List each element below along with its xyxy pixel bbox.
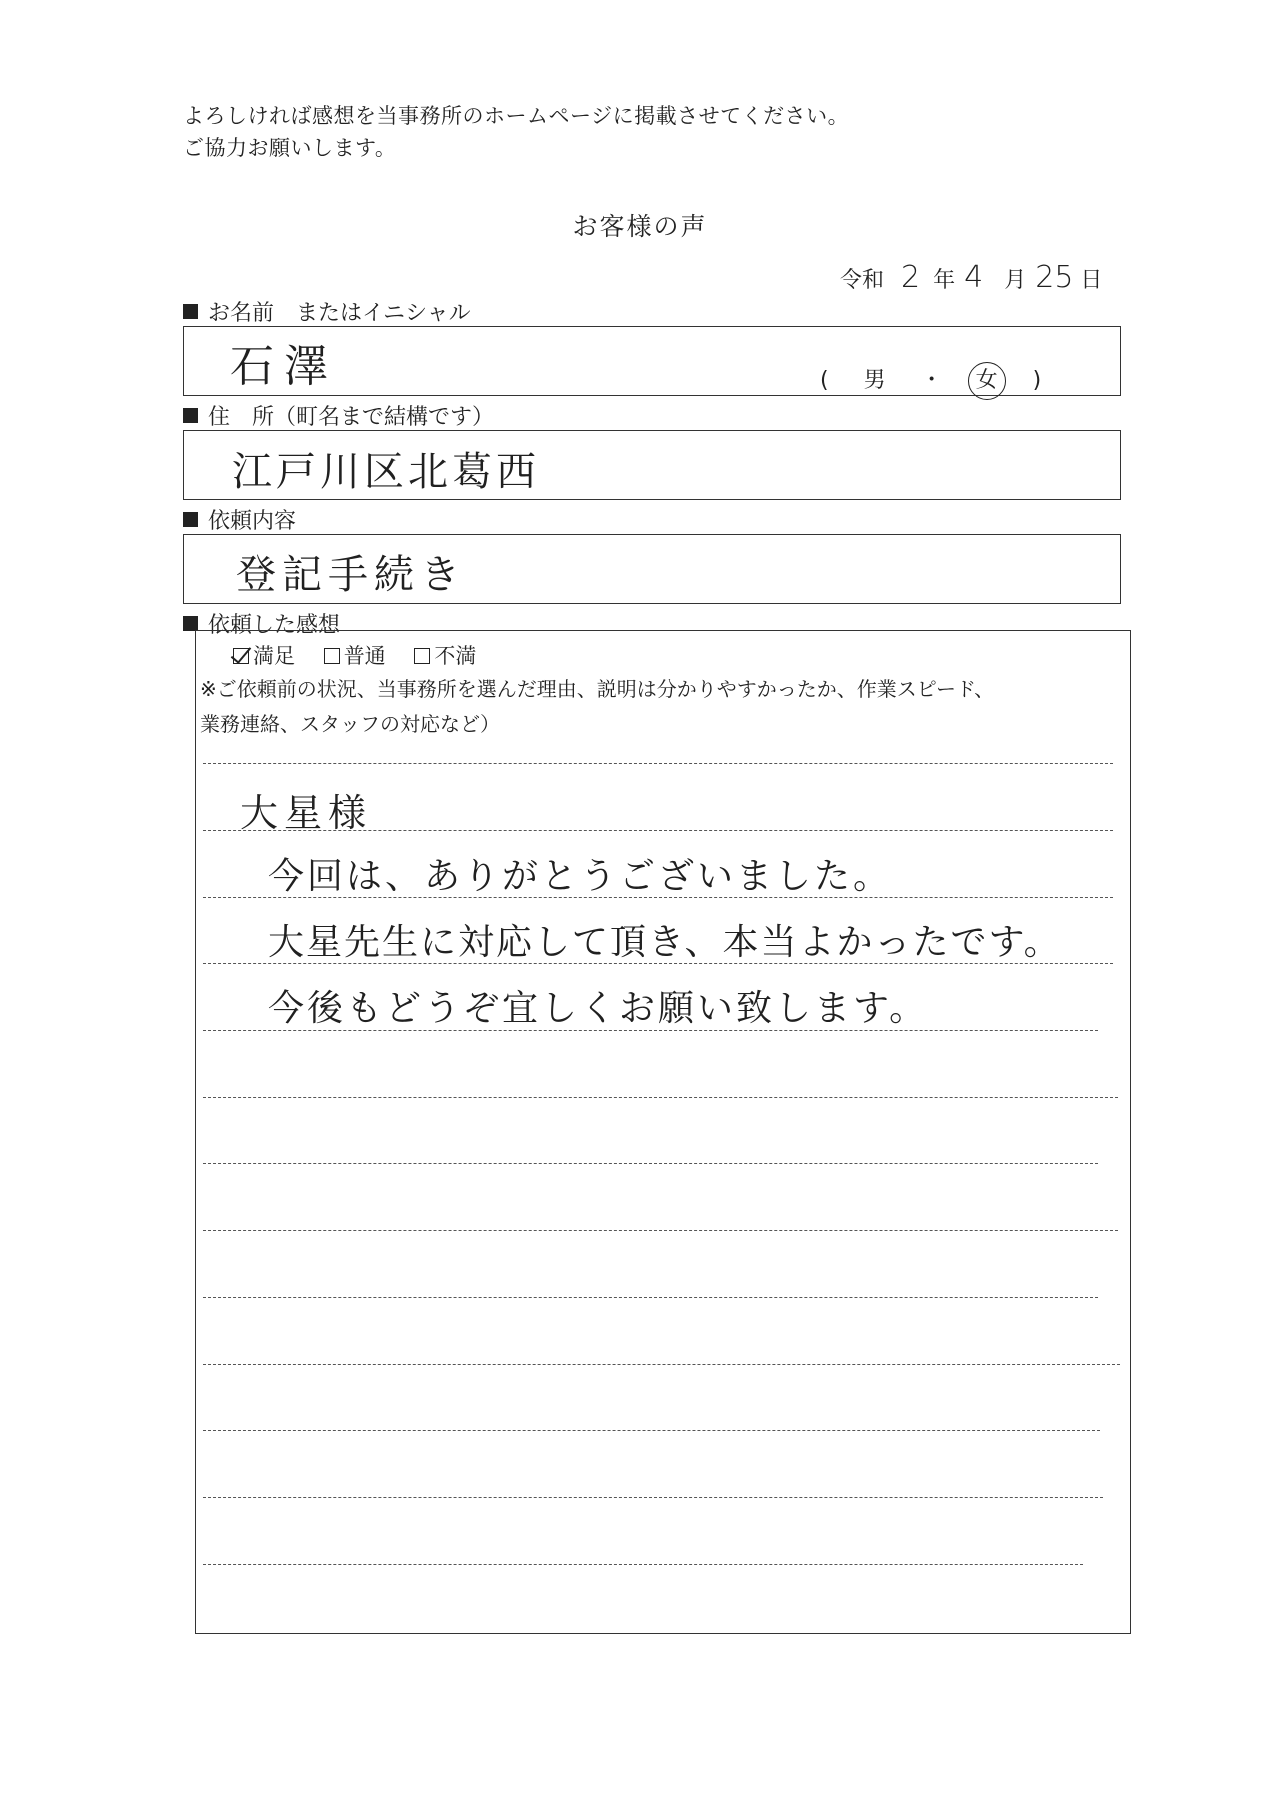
feedback-note-line-2: 業務連絡、スタッフの対応など） xyxy=(200,712,500,736)
bullet-square xyxy=(183,616,198,631)
writing-line xyxy=(203,1497,1103,1498)
address-value: 江戸川区北葛西 xyxy=(232,449,540,495)
name-section-label: お名前 またはイニシャル xyxy=(183,296,471,327)
request-value: 登記手続き xyxy=(236,552,466,598)
feedback-note-line-1: ※ご依頼前の状況、当事務所を選んだ理由、説明は分かりやすかったか、作業スピード、 xyxy=(200,677,995,701)
option-satisfied: 満足 xyxy=(233,644,295,668)
date-year-unit: 年 xyxy=(933,268,956,293)
page-title: お客様の声 xyxy=(572,212,708,241)
writing-line xyxy=(203,1097,1118,1098)
bullet-square xyxy=(183,512,198,527)
date-day: 25 xyxy=(1035,260,1074,295)
checkbox-checked-icon xyxy=(233,648,249,664)
date-field xyxy=(840,260,1102,295)
writing-line xyxy=(203,1564,1083,1565)
address-section-label: 住 所（町名まで結構です） xyxy=(183,400,494,431)
date-year: 2 xyxy=(901,260,921,295)
feedback-line-1: 大星様 xyxy=(240,791,373,835)
writing-line xyxy=(203,1297,1098,1298)
date-era: 令和 xyxy=(840,268,885,293)
intro-line-1: よろしければ感想を当事務所のホームページに掲載させてください。 xyxy=(183,104,850,128)
feedback-line-2: 今回は、ありがとうございました。 xyxy=(268,856,893,897)
option-dissatisfied: 不満 xyxy=(414,644,476,668)
gender-separator: ・ xyxy=(920,368,943,393)
writing-line xyxy=(203,1230,1118,1231)
feedback-section-label: 依頼した感想 xyxy=(183,608,340,639)
gender-field: ( 男 ・ 女 ) xyxy=(820,362,1041,400)
name-value: 石澤 xyxy=(230,341,338,392)
checkbox-icon xyxy=(324,648,340,664)
satisfaction-options xyxy=(233,640,476,670)
date-month-unit: 月 xyxy=(1004,268,1027,293)
writing-line xyxy=(203,1364,1120,1365)
option-normal: 普通 xyxy=(324,644,386,668)
writing-line xyxy=(203,1163,1098,1164)
gender-male: 男 xyxy=(863,368,886,393)
feedback-line-4: 今後もどうぞ宜しくお願い致します。 xyxy=(268,988,929,1029)
writing-line xyxy=(203,1430,1100,1431)
bullet-square xyxy=(183,304,198,319)
bullet-square xyxy=(183,408,198,423)
gender-female-circled: 女 xyxy=(968,362,1006,400)
feedback-line-3: 大星先生に対応して頂き、本当よかったです。 xyxy=(268,922,1062,963)
feedback-box xyxy=(195,630,1131,1634)
writing-line xyxy=(203,763,1113,764)
date-month: 4 xyxy=(964,260,984,295)
request-section-label: 依頼内容 xyxy=(183,504,296,535)
checkbox-icon xyxy=(414,648,430,664)
date-day-unit: 日 xyxy=(1080,268,1103,293)
intro-line-2: ご協力お願いします。 xyxy=(183,136,397,160)
